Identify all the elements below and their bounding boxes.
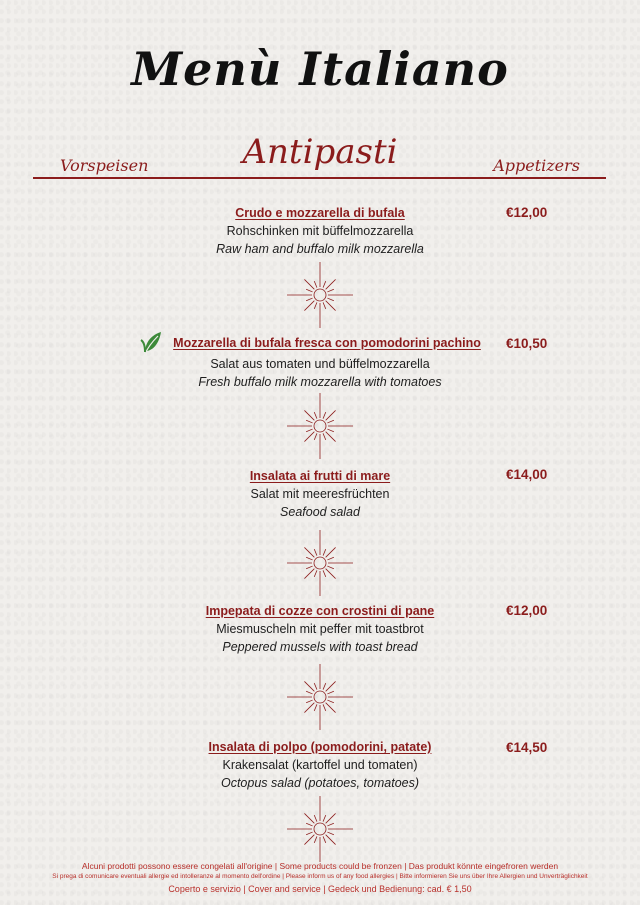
footer-allergy-note: Si prega di comunicare eventuali allergie ed intolleranze al momento dell'ordine | Please inform us of any food allergies | Bitte informieren Sie uns über Ihre Allergien und Unverträglichkeit: [52, 873, 588, 880]
sunburst-ornament: [286, 529, 354, 597]
footer-cover-charge: Coperto e servizio | Cover and service | Gedeck und Bedienung: cad. € 1,50: [168, 884, 472, 894]
item-german: Salat mit meeresfrüchten: [250, 487, 390, 501]
item-price: €12,00: [506, 603, 548, 618]
item-german: Krakensalat (kartoffel und tomaten): [222, 758, 418, 772]
item-price: €12,00: [506, 205, 548, 220]
footer-frozen-note: Alcuni prodotti possono essere congelati all'origine | Some products could be fronzen | Das produkt könnte eingefroren werden: [81, 861, 559, 871]
item-price: €14,50: [506, 740, 548, 755]
menu-title: Menù Italiano: [131, 42, 509, 96]
sunburst-ornament: [286, 261, 354, 329]
item-name: Insalata ai frutti di mare: [249, 469, 391, 483]
item-english: Seafood salad: [280, 505, 360, 519]
item-price: €10,50: [506, 336, 548, 351]
sunburst-ornament: [286, 663, 354, 731]
item-price: €14,00: [506, 467, 548, 482]
item-name: Mozzarella di bufala fresca con pomodorini pachino: [173, 336, 481, 350]
menu-item-details: [0, 353, 640, 389]
section-divider: [33, 177, 606, 179]
sunburst-ornament: [286, 795, 354, 863]
section-title: Antipasti: [242, 132, 398, 172]
item-german: Salat aus tomaten und büffelmozzarella: [210, 357, 430, 371]
item-english: Fresh buffalo milk mozzarella with tomatoes: [198, 375, 442, 389]
label-vorspeisen: Vorspeisen: [60, 156, 149, 175]
item-english: Peppered mussels with toast bread: [222, 640, 418, 654]
item-german: Rohschinken mit büffelmozzarella: [226, 224, 414, 238]
item-english: Raw ham and buffalo milk mozzarella: [216, 242, 424, 256]
item-name: Crudo e mozzarella di bufala: [235, 206, 405, 220]
item-name: Impepata di cozze con crostini di pane: [205, 604, 435, 618]
item-german: Miesmuscheln mit peffer mit toastbrot: [216, 622, 424, 636]
item-english: Octopus salad (potatoes, tomatoes): [220, 776, 420, 790]
sunburst-ornament: [286, 392, 354, 460]
item-name: Insalata di polpo (pomodorini, patate): [208, 740, 432, 754]
label-appetizers: Appetizers: [493, 156, 580, 175]
